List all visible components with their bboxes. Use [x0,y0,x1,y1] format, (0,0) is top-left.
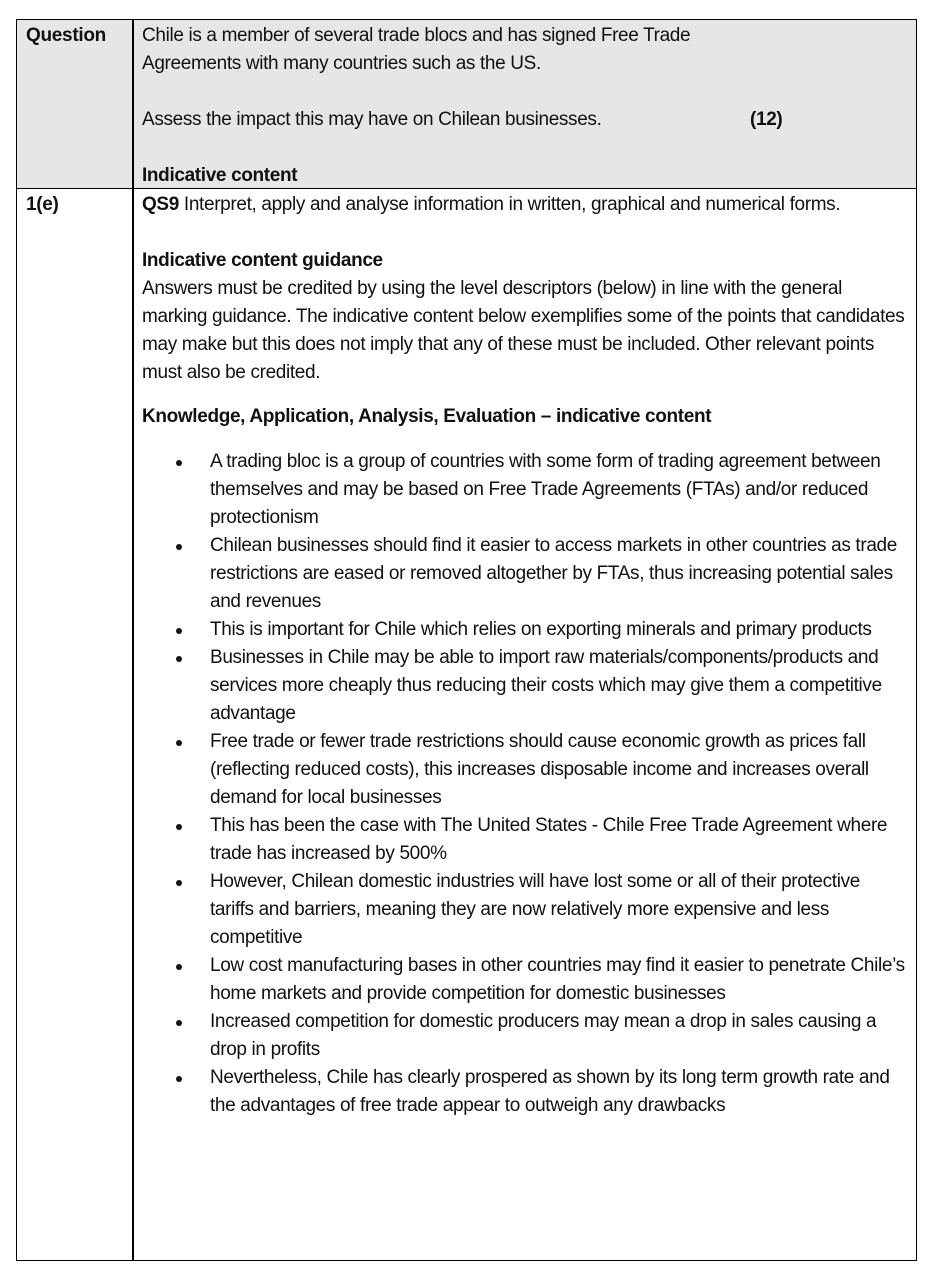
indicative-points-list [142,448,908,1120]
bullet-icon [176,656,182,662]
qs-statement [142,191,908,219]
question-label: Question [26,25,106,46]
list-item: Nevertheless, Chile has clearly prospered as shown by its long term growth rate and the advantages of free trade appear to outweigh any drawbacks [142,1064,908,1120]
bullet-icon [176,628,182,634]
list-item: Increased competition for domestic producers may mean a drop in sales causing a drop in profits [142,1008,908,1064]
question-text-line2: Agreements with many countries such as the US. [142,53,541,74]
marks-value: (12) [750,109,783,130]
list-item: Low cost manufacturing bases in other countries may find it easier to penetrate Chile’s home markets and provide competition for domestic businesses [142,952,908,1008]
kaae-heading: Knowledge, Application, Analysis, Evaluation – indicative content [142,406,712,427]
qs-code: QS9 [142,194,179,215]
guidance-heading: Indicative content guidance [142,250,383,271]
qs-text: Interpret, apply and analyse information in written, graphical and numerical forms. [178,194,841,215]
indicative-content-heading: Indicative content [142,165,298,186]
list-item: However, Chilean domestic industries will have lost some or all of their protective tariffs and barriers, meaning they are now relatively more expensive and less competitive [142,868,908,952]
bullet-icon [176,544,182,550]
bullet-icon [176,740,182,746]
bullet-icon [176,1076,182,1082]
mark-scheme-table [16,19,917,1261]
guidance-text: Answers must be credited by using the level descriptors (below) in line with the general marking guidance. The indicative content below exemplifies some of the points that candidates may make but this does not imply that any of these must be included. Other relevant points must also be credited. [142,278,905,383]
question-cell [142,22,908,190]
list-item: This has been the case with The United States - Chile Free Trade Agreement where trade has increased by 500% [142,812,908,868]
list-item: A trading bloc is a group of countries with some form of trading agreement between themselves and may be based on Free Trade Agreements (FTAs) and/or reduced protectionism [142,448,908,532]
question-text-line1: Chile is a member of several trade blocs and has signed Free Trade [142,25,691,46]
bullet-icon [176,1020,182,1026]
bullet-icon [176,824,182,830]
column-divider [132,20,134,1260]
question-number: 1(e) [26,194,59,215]
question-task [142,106,908,134]
bullet-icon [176,964,182,970]
bullet-icon [176,460,182,466]
list-item: This is important for Chile which relies on exporting minerals and primary products [142,616,908,644]
list-item: Businesses in Chile may be able to import raw materials/components/products and services more cheaply thus reducing their costs which may give them a competitive advantage [142,644,908,728]
answer-cell [142,191,908,1120]
task-text: Assess the impact this may have on Chilean businesses. [142,109,602,130]
list-item: Chilean businesses should find it easier to access markets in other countries as trade restrictions are eased or removed altogether by FTAs, thus increasing potential sales and revenues [142,532,908,616]
list-item: Free trade or fewer trade restrictions should cause economic growth as prices fall (reflecting reduced costs), this increases disposable income and increases overall demand for local businesses [142,728,908,812]
bullet-icon [176,880,182,886]
